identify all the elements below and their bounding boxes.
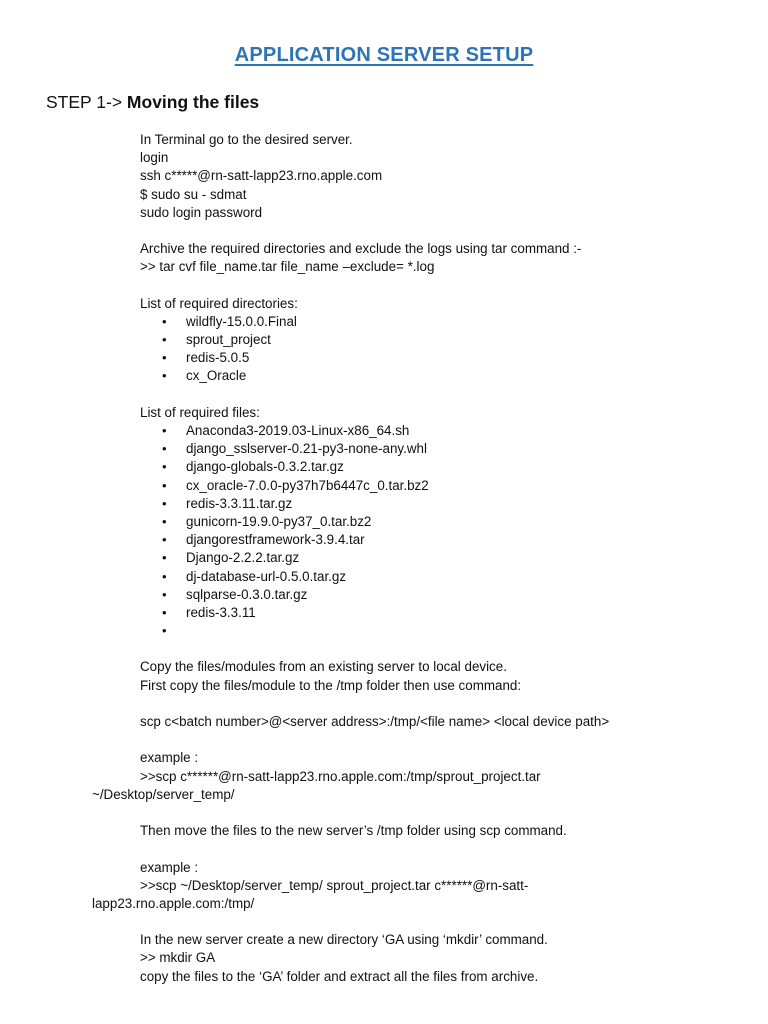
example-download [92,749,750,804]
list-item: • django-globals-0.3.2.tar.gz [140,458,750,476]
bullet-icon: • [162,532,167,548]
instruction-line: login [140,150,169,166]
instruction-line: Copy the files/modules from an existing server to local device. [140,659,507,675]
bullet-icon: • [162,423,167,438]
move-instruction: Then move the files to the new server’s /tmp folder using scp command. [140,823,567,839]
bullet-icon: • [162,368,167,384]
bullet-icon: • [162,313,167,329]
command-line: >>scp c******@rn-satt-lapp23.rno.apple.com:/tmp/sprout_project.tar [140,768,541,784]
list-item: • Django-2.2.2.tar.gz [140,549,750,567]
command-line: >> mkdir GA [140,950,216,966]
scp-syntax: scp c<batch number>@<server address>:/tmp/<file name> <local device path> [140,714,610,729]
list-item: • djangorestframework-3.9.4.tar [140,531,750,549]
bullet-icon: • [162,623,167,639]
list-item: • dj-database-url-0.5.0.tar.gz [140,568,750,586]
files-section [140,404,750,640]
step-prefix: STEP 1-> [46,92,123,112]
instruction-line: copy the files to the ‘GA’ folder and extract all the files from archive. [140,968,539,984]
bullet-icon: • [162,350,167,366]
ga-instructions [140,931,750,986]
list-item: • wildfly-15.0.0.Final [140,313,750,331]
login-instructions [140,131,750,222]
directories-list [140,313,750,386]
instruction-line: ssh c*****@rn-satt-lapp23.rno.apple.com [140,168,383,184]
instruction-line: In Terminal go to the desired server. [140,132,353,147]
list-item: • redis-3.3.11 [140,604,750,622]
step-title: Moving the files [126,92,260,112]
instruction-line: sudo login password [140,204,263,220]
directories-heading: List of required directories: [140,295,298,311]
bullet-icon: • [162,568,167,584]
list-item: • sprout_project [140,331,750,349]
bullet-icon: • [162,459,167,475]
bullet-icon: • [162,604,167,620]
example-label: example : [140,750,199,766]
command-line-continued: lapp23.rno.apple.com:/tmp/ [92,895,255,911]
command-line: >>scp ~/Desktop/server_temp/ sprout_project.tar c******@rn-satt- [140,877,529,893]
list-item: • redis-5.0.5 [140,349,750,367]
instruction-line: In the new server create a new directory ‘GA using ‘mkdir’ command. [140,932,548,948]
instruction-line: Archive the required directories and exclude the logs using tar command :- [140,241,582,257]
bullet-icon: • [162,441,167,457]
instruction-line: $ sudo su - sdmat [140,186,247,202]
bullet-icon: • [162,586,167,602]
list-item: • gunicorn-19.9.0-py37_0.tar.bz2 [140,513,750,531]
list-item: • django_sslserver-0.21-py3-none-any.whl [140,440,750,458]
bullet-icon: • [162,513,167,529]
bullet-icon: • [162,550,167,566]
bullet-icon: • [162,495,167,511]
list-item: • redis-3.3.11.tar.gz [140,495,750,513]
list-item: • cx_Oracle [140,367,750,385]
command-line-continued: ~/Desktop/server_temp/ [92,786,235,802]
step-heading [46,92,259,113]
list-item: • sqlparse-0.3.0.tar.gz [140,586,750,604]
instruction-line: First copy the files/module to the /tmp folder then use command: [140,677,522,693]
list-item: • Anaconda3-2019.03-Linux-x86_64.sh [140,422,750,440]
directories-section [140,295,750,386]
archive-instructions [140,240,750,276]
example-label: example : [140,859,199,875]
bullet-icon: • [162,332,167,348]
files-heading: List of required files: [140,404,260,420]
list-item [140,622,750,640]
document-title: APPLICATION SERVER SETUP [234,44,534,66]
example-upload [92,859,750,914]
command-line: >> tar cvf file_name.tar file_name –exclude= *.log [140,259,435,275]
list-item: • cx_oracle-7.0.0-py37h7b6447c_0.tar.bz2 [140,477,750,495]
files-list [140,422,750,640]
bullet-icon: • [162,477,167,493]
copy-instructions [140,658,750,694]
document-body [92,131,750,986]
